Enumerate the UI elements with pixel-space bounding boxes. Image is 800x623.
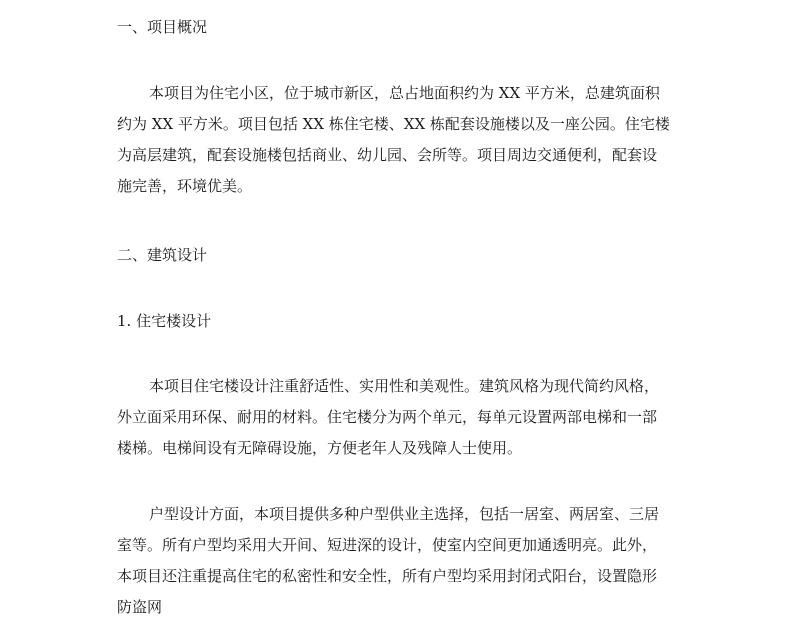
paragraph-line: 外立面采用环保、耐用的材料。住宅楼分为两个单元，每单元设置两部电梯和一部 — [117, 408, 658, 426]
paragraph-line: 防盗网 — [117, 598, 163, 616]
paragraph-project-overview — [117, 78, 707, 202]
paragraph-line: 约为 XX 平方米。项目包括 XX 栋住宅楼、XX 栋配套设施楼以及一座公园。住宅楼 — [117, 115, 670, 133]
paragraph-line: 室等。所有户型均采用大开间、短进深的设计，使室内空间更加通透明亮。此外， — [117, 536, 658, 554]
paragraph-line: 本项目住宅楼设计注重舒适性、实用性和美观性。建筑风格为现代简约风格， — [149, 377, 660, 395]
paragraph-line: 本项目为住宅小区，位于城市新区，总占地面积约为 XX 平方米，总建筑面积 — [149, 84, 660, 102]
paragraph-line: 为高层建筑，配套设施楼包括商业、幼儿园、会所等。项目周边交通便利，配套设 — [117, 146, 658, 164]
paragraph-line: 施完善，环境优美。 — [117, 177, 253, 195]
section-heading-project-overview: 一、项目概况 — [117, 18, 208, 36]
paragraph-line: 本项目还注重提高住宅的私密性和安全性，所有户型均采用封闭式阳台，设置隐形 — [117, 567, 658, 585]
paragraph-residential-design — [117, 371, 707, 464]
section-heading-architectural-design: 二、建筑设计 — [117, 246, 208, 264]
subsection-heading-residential-building: 1. 住宅楼设计 — [117, 312, 212, 330]
paragraph-line: 户型设计方面，本项目提供多种户型供业主选择，包括一居室、两居室、三居 — [149, 505, 660, 523]
paragraph-unit-layout — [117, 499, 707, 623]
paragraph-line: 楼梯。电梯间设有无障碍设施，方便老年人及残障人士使用。 — [117, 439, 523, 457]
